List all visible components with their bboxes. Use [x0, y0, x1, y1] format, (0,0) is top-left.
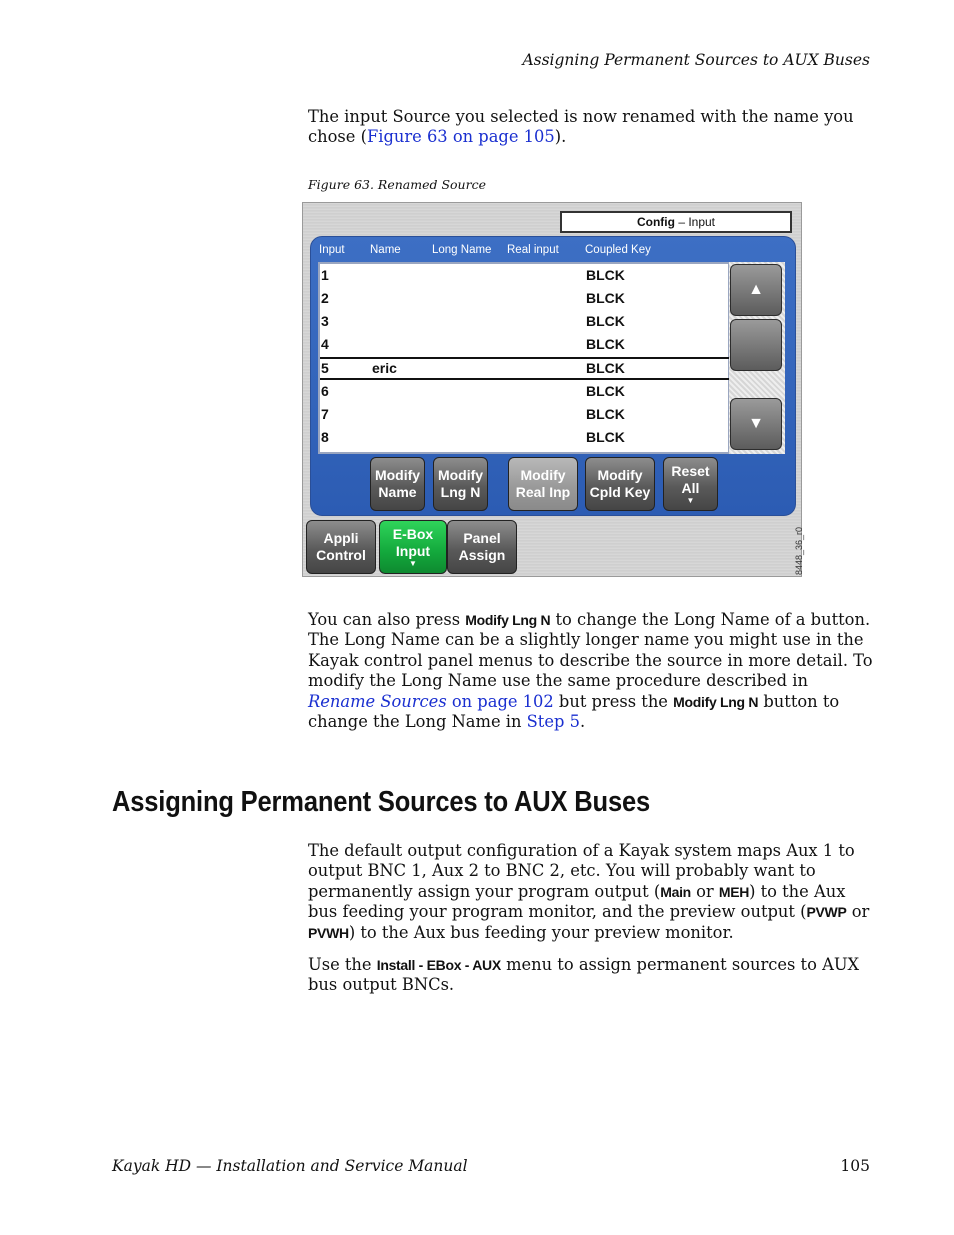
row-input: 8 — [321, 429, 329, 445]
scroll-up-button[interactable] — [730, 264, 782, 316]
modify-real-inp-button[interactable] — [508, 457, 578, 511]
row-input: 6 — [321, 383, 329, 399]
intro-text: The input Source you selected is now renamed with the name you chose ( — [308, 107, 854, 147]
para-text: The default output configuration of a Kayak system maps Aux 1 to output BNC 1, Aux 2 to BNC 2, etc. You will probably want to permanently assign your program output ( — [308, 841, 855, 901]
ui-term: Install - EBox - AUX — [376, 957, 501, 973]
row-key: BLCK — [586, 383, 625, 399]
config-title-bold: Config — [636, 215, 675, 229]
row-input: 2 — [321, 290, 329, 306]
dropdown-arrow-icon: ▼ — [686, 496, 695, 505]
default-config-paragraph — [308, 841, 873, 943]
footer-title: Kayak HD — Installation and Service Manual — [112, 1157, 468, 1175]
figure-link[interactable]: Figure 63 on page 105 — [366, 127, 555, 147]
button-label: Modify — [374, 467, 421, 483]
scroll-mid-button[interactable] — [730, 319, 782, 371]
ui-term: Modify Lng N — [465, 612, 551, 628]
row-key: BLCK — [586, 336, 625, 352]
config-title-box — [560, 211, 792, 233]
button-label: Panel — [463, 530, 501, 546]
table-row[interactable] — [320, 333, 730, 356]
intro-text-end: ). — [554, 127, 567, 147]
figure-screenshot — [302, 202, 802, 577]
row-key: BLCK — [586, 313, 625, 329]
table-row[interactable] — [320, 287, 730, 310]
button-label: Input — [395, 543, 431, 559]
button-label: Modify — [520, 467, 566, 483]
rename-sources-link[interactable] — [308, 692, 554, 711]
source-list[interactable] — [318, 262, 730, 454]
para-text: ) to the Aux bus feeding your program monitor, and the preview output ( — [308, 881, 846, 922]
long-name-paragraph — [308, 610, 873, 732]
ui-term: Modify Lng N — [673, 693, 759, 710]
button-label: Name — [378, 484, 417, 500]
row-input: 4 — [321, 336, 329, 352]
row-key: BLCK — [586, 290, 625, 306]
button-label: Cpld Key — [589, 484, 651, 500]
row-input: 5 — [321, 360, 329, 376]
button-label: Real Inp — [515, 484, 571, 500]
row-key: BLCK — [586, 267, 625, 283]
para-text: You can also press — [308, 610, 466, 629]
up-arrow-icon: ▲ — [748, 281, 764, 298]
modify-name-button[interactable] — [370, 457, 425, 511]
para-text: ) to the Aux bus feeding your preview monitor. — [348, 922, 734, 942]
table-row[interactable] — [320, 310, 730, 333]
para-text: button to change the Long Name in — [308, 691, 840, 732]
row-key: BLCK — [586, 360, 625, 376]
row-input: 3 — [321, 313, 329, 329]
ui-term: Main — [660, 883, 691, 900]
dropdown-arrow-icon: ▼ — [409, 559, 417, 568]
col-long-name: Long Name — [432, 244, 492, 256]
ui-term: PVWH — [308, 924, 349, 941]
row-key: BLCK — [586, 429, 625, 445]
button-label: Modify — [597, 467, 643, 483]
button-label: Lng N — [440, 484, 481, 500]
col-real-input: Real input — [507, 244, 559, 256]
button-label: E-Box — [392, 526, 434, 542]
install-menu-paragraph — [308, 955, 873, 996]
col-input: Input — [319, 244, 345, 256]
appli-control-button[interactable] — [306, 520, 376, 574]
table-row[interactable] — [320, 264, 730, 287]
section-heading: Assigning Permanent Sources to AUX Buses — [112, 786, 650, 818]
intro-paragraph — [308, 107, 873, 148]
table-row[interactable] — [320, 426, 730, 449]
button-label: Reset — [671, 463, 710, 479]
para-text: but press the — [553, 691, 674, 711]
table-row-selected[interactable] — [320, 357, 730, 380]
ui-term: MEH — [718, 883, 750, 900]
button-label: Assign — [458, 547, 506, 563]
para-text: Use the — [308, 955, 377, 974]
row-input: 1 — [321, 267, 329, 283]
reset-all-button[interactable] — [663, 457, 718, 511]
link-rest: on page 102 — [446, 691, 554, 711]
ebox-input-button[interactable] — [379, 520, 447, 574]
button-label: Modify — [437, 467, 484, 483]
para-text: menu to assign permanent sources to AUX bus output BNCs. — [308, 955, 860, 995]
scroll-down-button[interactable] — [730, 398, 782, 450]
button-label: All — [681, 480, 700, 496]
row-name: eric — [372, 360, 397, 376]
figure-id: 8448_36_r0 — [794, 526, 804, 575]
modify-cpld-key-button[interactable] — [585, 457, 655, 511]
link-italic: Rename Sources — [308, 691, 447, 711]
down-arrow-icon: ▼ — [748, 415, 764, 432]
para-text: or — [846, 902, 870, 922]
panel-assign-button[interactable] — [447, 520, 517, 574]
col-coupled-key: Coupled Key — [585, 244, 651, 256]
col-name: Name — [370, 244, 401, 256]
running-head: Assigning Permanent Sources to AUX Buses — [522, 51, 870, 69]
para-text: or — [690, 881, 719, 901]
modify-lng-n-button[interactable] — [433, 457, 488, 511]
button-label: Appli — [323, 530, 359, 546]
figure-caption: Figure 63. Renamed Source — [308, 177, 486, 192]
row-input: 7 — [321, 406, 329, 422]
para-text: . — [579, 712, 586, 732]
step-5-link[interactable]: Step 5 — [526, 712, 580, 732]
row-key: BLCK — [586, 406, 625, 422]
ui-term: PVWP — [806, 904, 847, 921]
page-number: 105 — [840, 1157, 870, 1175]
table-row[interactable] — [320, 403, 730, 426]
table-row[interactable] — [320, 380, 730, 403]
para-text: to change the Long Name of a button. The Long Name can be a slightly longer name you might use in the Kayak control panel menus to describe the source in more detail. To modify the Long Name use the same procedure described in — [308, 610, 873, 691]
button-label: Control — [316, 547, 366, 563]
config-title-rest: – Input — [674, 215, 716, 229]
